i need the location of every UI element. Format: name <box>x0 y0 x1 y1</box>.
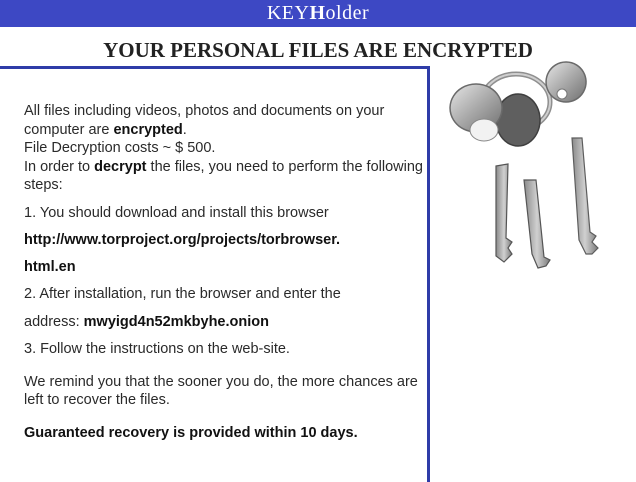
tor-url-line2: html.en <box>24 259 76 275</box>
onion-address: mwyigd4n52mkbyhe.onion <box>83 313 269 330</box>
address-line: address: mwyigd4n52mkbyhe.onion <box>24 313 269 330</box>
title-bar <box>0 0 636 27</box>
brand-logo: KEYHolder <box>266 2 370 24</box>
guarantee-text: Guaranteed recovery is provided within 10 days. <box>24 424 358 441</box>
encrypted-notice: All files including videos, photos and documents on your computer are encrypted. <box>24 103 385 138</box>
step-2: 2. After installation, run the browser and enter the <box>24 286 341 302</box>
instructions-intro: In order to decrypt the files, you need to perform the following steps: <box>24 158 423 193</box>
step-3: 3. Follow the instructions on the web-site. <box>24 341 290 357</box>
cost-text: File Decryption costs ~ $ 500. <box>24 140 216 156</box>
tor-url-line1: http://www.torproject.org/projects/torbrowser. <box>24 232 341 248</box>
reminder-text: We remind you that the sooner you do, the more chances are left to recover the files. <box>24 373 418 408</box>
message-content <box>24 102 424 442</box>
page-title: YOUR PERSONAL FILES ARE ENCRYPTED <box>103 38 533 62</box>
step-1: 1. You should download and install this browser <box>24 204 329 221</box>
keys-icon <box>446 42 626 272</box>
